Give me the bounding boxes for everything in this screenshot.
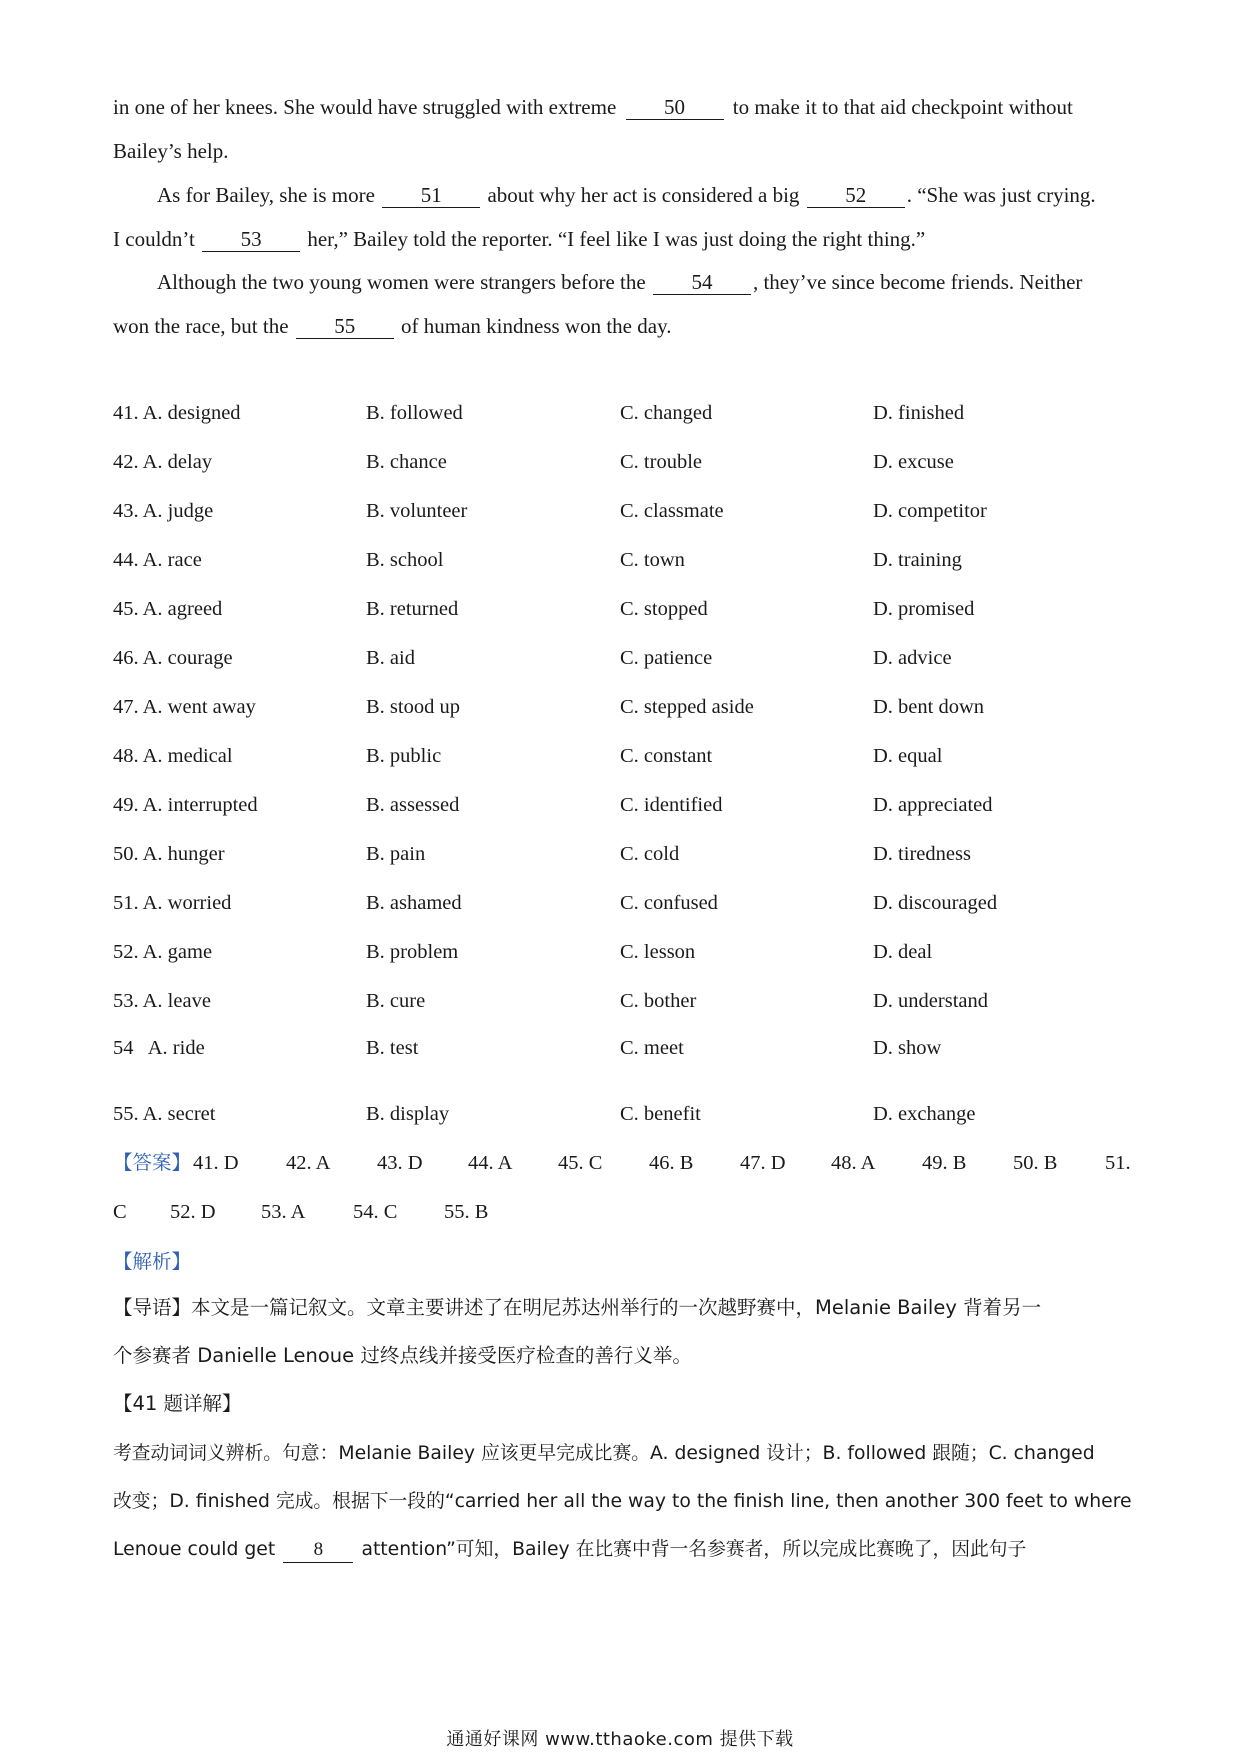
passage-text: , they’ve since become friends. Neither <box>752 270 1083 294</box>
option-a: 53. A. leave <box>113 990 211 1012</box>
option-row <box>113 496 1135 526</box>
option-a: 47. A. went away <box>113 696 256 718</box>
option-a: 41. A. designed <box>113 402 241 424</box>
blank-51: 51 <box>382 183 480 208</box>
option-c: C. town <box>620 549 685 571</box>
option-a: 54 A. ride <box>113 1037 205 1059</box>
option-row <box>113 545 1135 575</box>
passage-line <box>113 311 1135 341</box>
option-row <box>113 398 1135 428</box>
blank-8: 8 <box>283 1538 353 1563</box>
intro-line <box>113 1293 1135 1323</box>
option-row <box>113 594 1135 624</box>
option-row <box>113 790 1135 820</box>
option-a: 45. A. agreed <box>113 598 223 620</box>
answer-item: 49. B <box>922 1152 967 1174</box>
passage-text: won the race, but the <box>113 314 289 338</box>
option-b: B. public <box>366 745 442 767</box>
blank-54: 54 <box>653 270 751 295</box>
option-b: B. assessed <box>366 794 460 816</box>
q41-text: 改变；D. finished 完成。根据下一段的“carried her all the way to the finish line, then another 300 feet to where <box>113 1491 1132 1512</box>
intro-label: 【导语】 <box>113 1296 192 1319</box>
answer-item: 52. D <box>170 1201 216 1223</box>
answer-item: C <box>113 1201 127 1223</box>
q41-line <box>113 1438 1135 1469</box>
option-c: C. stepped aside <box>620 696 754 718</box>
option-b: B. chance <box>366 451 447 473</box>
blank-52: 52 <box>807 183 905 208</box>
q41-text: Lenoue could get <box>113 1539 276 1560</box>
q41-text: 考查动词词义辨析。句意：Melanie Bailey 应该更早完成比赛。A. designed 设计；B. followed 跟随；C. changed <box>113 1443 1095 1464</box>
option-c: C. constant <box>620 745 713 767</box>
option-row <box>113 1033 1135 1063</box>
option-c: C. patience <box>620 647 713 669</box>
q41-label: 【41 题详解】 <box>113 1392 242 1415</box>
option-d: D. finished <box>873 402 965 424</box>
passage-text: in one of her knees. She would have struggled with extreme <box>113 95 617 119</box>
option-a: 48. A. medical <box>113 745 233 767</box>
option-d: D. excuse <box>873 451 954 473</box>
passage-line <box>113 224 1135 254</box>
passage-text: about why her act is considered a big <box>487 183 800 207</box>
option-d: D. bent down <box>873 696 985 718</box>
option-row <box>113 1099 1135 1129</box>
option-d: D. deal <box>873 941 933 963</box>
option-d: D. promised <box>873 598 975 620</box>
blank-53: 53 <box>202 227 300 252</box>
option-d: D. competitor <box>873 500 987 522</box>
answer-label: 【答案】 <box>113 1151 192 1174</box>
option-d: D. tiredness <box>873 843 971 865</box>
passage-text: I couldn’t <box>113 227 195 251</box>
passage-line <box>157 267 1135 297</box>
answer-item: 47. D <box>740 1152 786 1174</box>
option-a: 51. A. worried <box>113 892 232 914</box>
option-c: C. confused <box>620 892 718 914</box>
option-b: B. problem <box>366 941 459 963</box>
blank-55: 55 <box>296 314 394 339</box>
option-a: 43. A. judge <box>113 500 214 522</box>
option-b: B. returned <box>366 598 459 620</box>
option-a: 44. A. race <box>113 549 202 571</box>
option-c: C. bother <box>620 990 697 1012</box>
option-b: B. followed <box>366 402 463 424</box>
answer-row <box>113 1148 1135 1178</box>
passage-text: Bailey’s help. <box>113 139 229 163</box>
intro-line <box>113 1341 1135 1371</box>
page-footer: 通通好课网 www.tthaoke.com 提供下载 <box>446 1729 794 1750</box>
option-c: C. classmate <box>620 500 724 522</box>
option-b: B. aid <box>366 647 415 669</box>
q41-line <box>113 1486 1135 1517</box>
option-b: B. display <box>366 1103 450 1125</box>
answer-item: 48. A <box>831 1152 876 1174</box>
answer-item: 46. B <box>649 1152 694 1174</box>
option-d: D. discouraged <box>873 892 998 914</box>
answer-item: 50. B <box>1013 1152 1058 1174</box>
option-d: D. exchange <box>873 1103 976 1125</box>
option-row <box>113 888 1135 918</box>
option-c: C. stopped <box>620 598 708 620</box>
q41-line <box>113 1534 1135 1565</box>
option-c: C. meet <box>620 1037 684 1059</box>
option-d: D. training <box>873 549 962 571</box>
option-row <box>113 692 1135 722</box>
option-b: B. ashamed <box>366 892 462 914</box>
option-row <box>113 643 1135 673</box>
option-d: D. appreciated <box>873 794 993 816</box>
option-row <box>113 741 1135 771</box>
answer-item: 43. D <box>377 1152 423 1174</box>
option-c: C. benefit <box>620 1103 701 1125</box>
option-row <box>113 937 1135 967</box>
option-a: 50. A. hunger <box>113 843 225 865</box>
option-c: C. trouble <box>620 451 702 473</box>
answer-item: 45. C <box>558 1152 603 1174</box>
analysis-heading <box>113 1246 1135 1277</box>
passage-text: . “She was just crying. <box>906 183 1096 207</box>
option-d: D. understand <box>873 990 989 1012</box>
passage-line <box>113 92 1135 122</box>
option-row <box>113 986 1135 1016</box>
option-b: B. test <box>366 1037 419 1059</box>
q41-heading <box>113 1389 1135 1419</box>
option-c: C. cold <box>620 843 680 865</box>
answer-item: 51. <box>1105 1152 1131 1174</box>
option-a: 55. A. secret <box>113 1103 216 1125</box>
option-b: B. pain <box>366 843 426 865</box>
analysis-label: 【解析】 <box>113 1250 192 1273</box>
option-a: 42. A. delay <box>113 451 213 473</box>
passage-line <box>113 136 1135 166</box>
passage-text: to make it to that aid checkpoint without <box>732 95 1073 119</box>
passage-text: her,” Bailey told the reporter. “I feel like I was just doing the right thing.” <box>307 227 926 251</box>
answer-item: 42. A <box>286 1152 331 1174</box>
option-c: C. changed <box>620 402 713 424</box>
option-d: D. show <box>873 1037 942 1059</box>
option-b: B. volunteer <box>366 500 468 522</box>
passage-line <box>157 180 1135 210</box>
option-d: D. equal <box>873 745 943 767</box>
option-b: B. school <box>366 549 444 571</box>
q41-text: attention”可知，Bailey 在比赛中背一名参赛者，所以完成比赛晚了，因此句子 <box>361 1539 1027 1560</box>
option-row <box>113 839 1135 869</box>
option-a: 52. A. game <box>113 941 213 963</box>
intro-text: 个参赛者 Danielle Lenoue 过终点线并接受医疗检查的善行义举。 <box>113 1344 692 1367</box>
option-d: D. advice <box>873 647 952 669</box>
answer-item: 41. D <box>193 1152 239 1174</box>
passage-text: of human kindness won the day. <box>401 314 672 338</box>
intro-text: 本文是一篇记叙文。文章主要讲述了在明尼苏达州举行的一次越野赛中，Melanie Bailey 背着另一 <box>191 1296 1042 1319</box>
option-a: 46. A. courage <box>113 647 233 669</box>
answer-item: 55. B <box>444 1201 489 1223</box>
option-row <box>113 447 1135 477</box>
answer-item: 54. C <box>353 1201 398 1223</box>
answer-item: 44. A <box>468 1152 513 1174</box>
passage-text: As for Bailey, she is more <box>157 183 375 207</box>
blank-50: 50 <box>626 95 724 120</box>
answer-row <box>113 1197 1135 1227</box>
option-c: C. lesson <box>620 941 696 963</box>
option-b: B. stood up <box>366 696 460 718</box>
answer-item: 53. A <box>261 1201 306 1223</box>
option-a: 49. A. interrupted <box>113 794 258 816</box>
option-b: B. cure <box>366 990 426 1012</box>
passage-text: Although the two young women were strangers before the <box>157 270 646 294</box>
option-c: C. identified <box>620 794 723 816</box>
